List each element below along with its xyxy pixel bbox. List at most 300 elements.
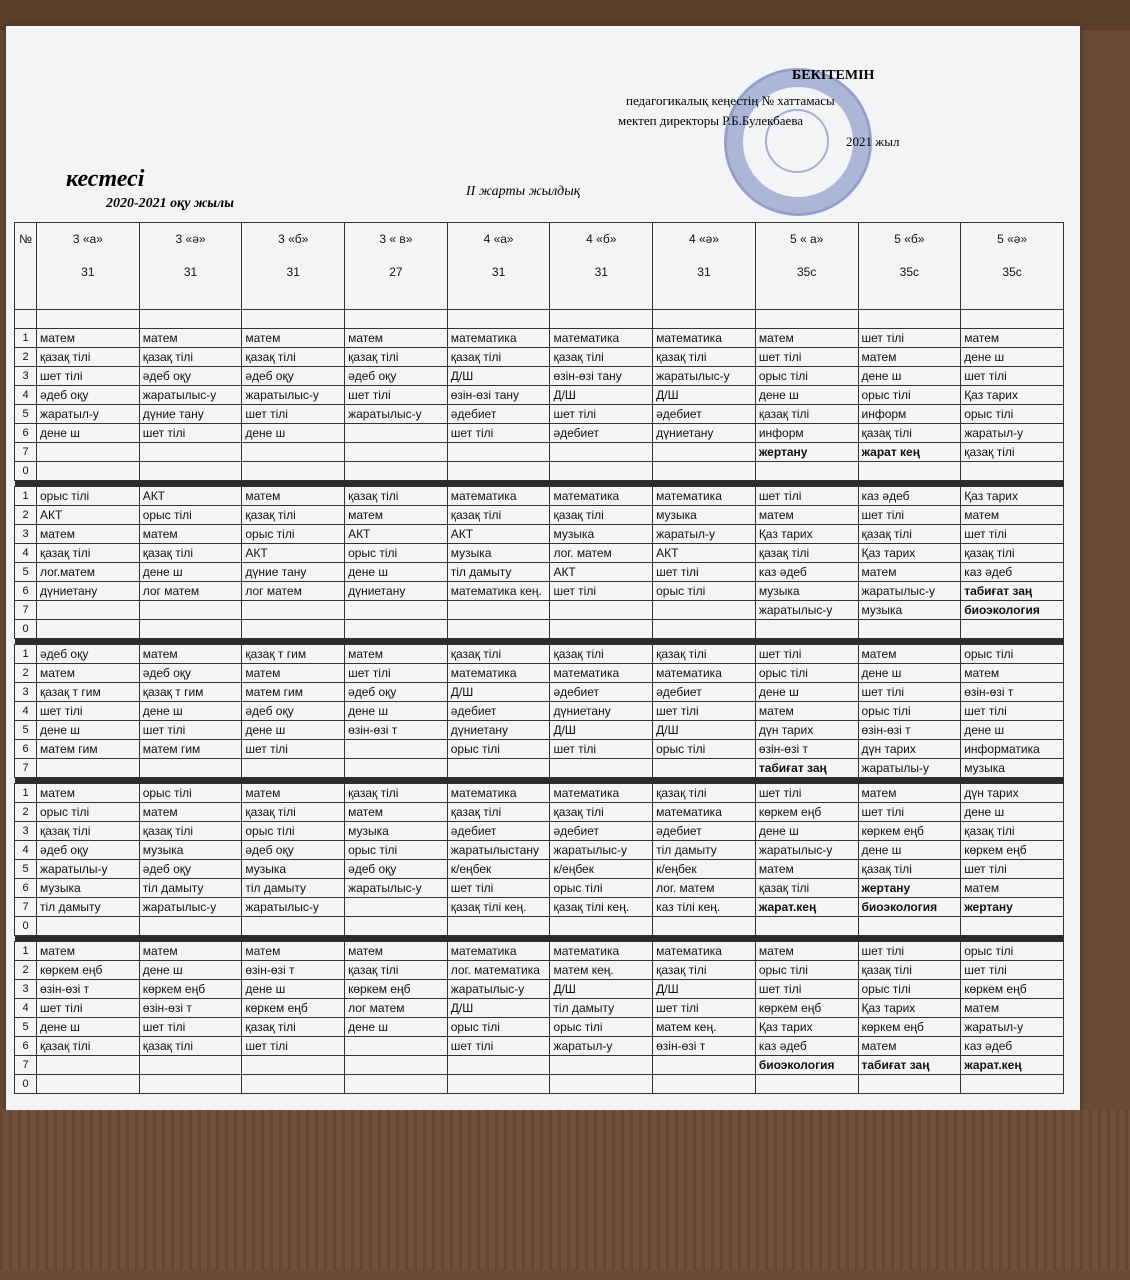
- subject-cell: математика: [653, 942, 756, 961]
- lesson-number: 7: [15, 601, 37, 620]
- subject-cell: математика: [550, 487, 653, 506]
- subject-cell: қазақ тілі: [653, 961, 756, 980]
- subject-cell: орыс тілі: [242, 822, 345, 841]
- subject-cell: қазақ тілі: [37, 1037, 140, 1056]
- table-row: [15, 329, 1064, 348]
- subject-cell: матем: [242, 329, 345, 348]
- subject-cell: шет тілі: [550, 740, 653, 759]
- subject-cell: жертану: [961, 898, 1064, 917]
- subject-cell: [345, 740, 448, 759]
- subject-cell: [345, 1056, 448, 1075]
- subject-cell: музыка: [345, 822, 448, 841]
- table-row: [15, 1037, 1064, 1056]
- subject-cell: [550, 1056, 653, 1075]
- subject-cell: матем: [37, 525, 140, 544]
- subject-cell: [447, 1056, 550, 1075]
- table-row: [15, 917, 1064, 936]
- subject-cell: дене ш: [139, 702, 242, 721]
- subject-cell: матем кең.: [550, 961, 653, 980]
- column-header-class: [139, 223, 242, 310]
- subject-cell: тіл дамыту: [139, 879, 242, 898]
- table-row: [15, 841, 1064, 860]
- subject-cell: [139, 759, 242, 778]
- subject-cell: әдебиет: [447, 405, 550, 424]
- subject-cell: жаратылыс-у: [653, 367, 756, 386]
- subject-cell: [755, 620, 858, 639]
- subject-cell: өзін-өзі т: [242, 961, 345, 980]
- subject-cell: математика: [653, 803, 756, 822]
- subject-cell: дүн тарих: [755, 721, 858, 740]
- lesson-number: 7: [15, 759, 37, 778]
- subject-cell: дүниетану: [550, 702, 653, 721]
- subject-cell: өзін-өзі тану: [447, 386, 550, 405]
- subject-cell: өзін-өзі т: [37, 980, 140, 999]
- subject-cell: жаратыл-у: [961, 424, 1064, 443]
- table-row: [15, 645, 1064, 664]
- subject-cell: шет тілі: [242, 1037, 345, 1056]
- column-header-class: [858, 223, 961, 310]
- subject-cell: [345, 1037, 448, 1056]
- approval-year: 2021 жыл: [846, 134, 900, 149]
- subject-cell: өзін-өзі т: [858, 721, 961, 740]
- subject-cell: [345, 759, 448, 778]
- subject-cell: дүние тану: [242, 563, 345, 582]
- subject-cell: музыка: [755, 582, 858, 601]
- lesson-number: 5: [15, 721, 37, 740]
- lesson-number: 1: [15, 329, 37, 348]
- subject-cell: математика: [653, 487, 756, 506]
- subject-cell: жаратылыс-у: [242, 898, 345, 917]
- subject-cell: [345, 443, 448, 462]
- subject-cell: [961, 620, 1064, 639]
- subject-cell: қазақ тілі: [345, 961, 448, 980]
- table-row: [15, 506, 1064, 525]
- subject-cell: Қаз тарих: [858, 999, 961, 1018]
- subject-cell: тіл дамыту: [447, 563, 550, 582]
- subject-cell: шет тілі: [755, 348, 858, 367]
- director-line: мектеп директоры Р.Б.Булекбаева: [618, 113, 804, 128]
- subject-cell: шет тілі: [447, 1037, 550, 1056]
- lesson-number: 5: [15, 405, 37, 424]
- lesson-number: 3: [15, 525, 37, 544]
- subject-cell: матем: [139, 942, 242, 961]
- table-row: [15, 601, 1064, 620]
- subject-cell: матем: [345, 645, 448, 664]
- lesson-number: 7: [15, 898, 37, 917]
- subject-cell: [345, 424, 448, 443]
- subject-cell: матем: [755, 942, 858, 961]
- subject-cell: [653, 759, 756, 778]
- subject-cell: көркем еңб: [139, 980, 242, 999]
- subject-cell: математика: [550, 942, 653, 961]
- lesson-number: 1: [15, 784, 37, 803]
- subject-cell: шет тілі: [755, 980, 858, 999]
- column-header-class: [550, 223, 653, 310]
- lesson-number: 4: [15, 702, 37, 721]
- schedule-table: [14, 222, 1064, 1094]
- subject-cell: лог. матем: [653, 879, 756, 898]
- subject-cell: көркем еңб: [345, 980, 448, 999]
- subject-cell: әдеб оқу: [242, 841, 345, 860]
- subject-cell: [242, 1075, 345, 1094]
- subject-cell: қазақ тілі: [447, 645, 550, 664]
- subject-cell: матем гим: [37, 740, 140, 759]
- subject-cell: каз әдеб: [858, 487, 961, 506]
- subject-cell: Д/Ш: [653, 721, 756, 740]
- subject-cell: матем: [345, 506, 448, 525]
- subject-cell: [242, 759, 345, 778]
- subject-cell: лог матем: [242, 582, 345, 601]
- subject-cell: қазақ тілі: [345, 348, 448, 367]
- subject-cell: биоэкология: [858, 898, 961, 917]
- subject-cell: [961, 1075, 1064, 1094]
- subject-cell: к/еңбек: [550, 860, 653, 879]
- lesson-number: 5: [15, 860, 37, 879]
- subject-cell: матем: [755, 702, 858, 721]
- subject-cell: Д/Ш: [447, 367, 550, 386]
- lesson-number: 5: [15, 563, 37, 582]
- subject-cell: жаратылыс-у: [345, 879, 448, 898]
- subject-cell: [653, 443, 756, 462]
- subject-cell: әдеб оқу: [139, 367, 242, 386]
- subject-cell: математика: [447, 664, 550, 683]
- subject-cell: жаратылыс-у: [242, 386, 345, 405]
- subject-cell: жертану: [858, 879, 961, 898]
- subject-cell: дене ш: [345, 563, 448, 582]
- table-row: [15, 620, 1064, 639]
- table-row: [15, 942, 1064, 961]
- subject-cell: матем: [961, 664, 1064, 683]
- subject-cell: [755, 1075, 858, 1094]
- table-row: [15, 999, 1064, 1018]
- class-name: 5 «б»: [894, 232, 925, 246]
- subject-cell: орыс тілі: [37, 803, 140, 822]
- lesson-number: 6: [15, 582, 37, 601]
- lesson-number: 2: [15, 961, 37, 980]
- subject-cell: орыс тілі: [345, 841, 448, 860]
- subject-cell: каз әдеб: [755, 563, 858, 582]
- subject-cell: әдеб оқу: [345, 860, 448, 879]
- table-row: [15, 721, 1064, 740]
- lesson-number: 3: [15, 822, 37, 841]
- subject-cell: [37, 443, 140, 462]
- desk-background-bottom: [0, 1110, 1130, 1280]
- subject-cell: [858, 462, 961, 481]
- table-row: [15, 544, 1064, 563]
- subject-cell: қазақ тілі: [242, 803, 345, 822]
- subject-cell: матем: [858, 645, 961, 664]
- subject-cell: қазақ т гим: [37, 683, 140, 702]
- subject-cell: дүниетану: [345, 582, 448, 601]
- subject-cell: дене ш: [755, 386, 858, 405]
- subject-cell: әдебиет: [447, 822, 550, 841]
- subject-cell: Қаз тарих: [961, 487, 1064, 506]
- subject-cell: дүниетану: [653, 424, 756, 443]
- subject-cell: тіл дамыту: [242, 879, 345, 898]
- subject-cell: қазақ тілі: [242, 1018, 345, 1037]
- table-row: [15, 740, 1064, 759]
- subject-cell: шет тілі: [961, 860, 1064, 879]
- subject-cell: шет тілі: [550, 582, 653, 601]
- subject-cell: қазақ тілі: [550, 348, 653, 367]
- subject-cell: қазақ тілі: [550, 506, 653, 525]
- subject-cell: матем: [242, 784, 345, 803]
- subject-cell: дене ш: [961, 721, 1064, 740]
- subject-cell: музыка: [550, 525, 653, 544]
- subject-cell: шет тілі: [961, 702, 1064, 721]
- subject-cell: қазақ тілі: [961, 544, 1064, 563]
- subject-cell: шет тілі: [139, 721, 242, 740]
- lesson-number: 0: [15, 462, 37, 481]
- subject-cell: [345, 917, 448, 936]
- subject-cell: [550, 759, 653, 778]
- lesson-number: [15, 310, 37, 329]
- class-room: 35с: [796, 265, 817, 279]
- subject-cell: шет тілі: [447, 424, 550, 443]
- subject-cell: матем: [139, 525, 242, 544]
- subject-cell: дүниетану: [447, 721, 550, 740]
- subject-cell: матем: [755, 860, 858, 879]
- subject-cell: [242, 917, 345, 936]
- subject-cell: [653, 462, 756, 481]
- subject-cell: [447, 1075, 550, 1094]
- subject-cell: матем: [139, 803, 242, 822]
- subject-cell: АКТ: [139, 487, 242, 506]
- lesson-number: 4: [15, 841, 37, 860]
- subject-cell: Қаз тарих: [858, 544, 961, 563]
- subject-cell: дене ш: [242, 424, 345, 443]
- subject-cell: әдебиет: [447, 702, 550, 721]
- subject-cell: дене ш: [37, 1018, 140, 1037]
- subject-cell: [858, 1075, 961, 1094]
- subject-cell: [550, 462, 653, 481]
- subject-cell: матем: [858, 784, 961, 803]
- lesson-number: 0: [15, 620, 37, 639]
- lesson-number: 2: [15, 506, 37, 525]
- subject-cell: музыка: [139, 841, 242, 860]
- subject-cell: әдеб оқу: [345, 367, 448, 386]
- subject-cell: жаратылыс-у: [447, 980, 550, 999]
- schedule-body: [15, 310, 1064, 1094]
- class-name: 3 «б»: [278, 232, 309, 246]
- subject-cell: әдеб оқу: [242, 367, 345, 386]
- table-row: [15, 462, 1064, 481]
- subject-cell: орыс тілі: [755, 664, 858, 683]
- subject-cell: дене ш: [858, 664, 961, 683]
- subject-cell: жаратылыс-у: [755, 601, 858, 620]
- subject-cell: жертану: [755, 443, 858, 462]
- subject-cell: [858, 310, 961, 329]
- subject-cell: музыка: [961, 759, 1064, 778]
- subject-cell: музыка: [242, 860, 345, 879]
- subject-cell: жаратылыс-у: [139, 386, 242, 405]
- approval-heading: БЕКІТЕМІН: [792, 68, 875, 83]
- subject-cell: көркем еңб: [242, 999, 345, 1018]
- table-row: [15, 525, 1064, 544]
- subject-cell: музыка: [858, 601, 961, 620]
- subject-cell: қазақ тілі: [139, 822, 242, 841]
- subject-cell: шет тілі: [755, 784, 858, 803]
- subject-cell: [447, 462, 550, 481]
- subject-cell: шет тілі: [345, 664, 448, 683]
- subject-cell: жаратылыс-у: [139, 898, 242, 917]
- lesson-number: 1: [15, 942, 37, 961]
- table-row: [15, 980, 1064, 999]
- subject-cell: матем гим: [139, 740, 242, 759]
- subject-cell: [345, 1075, 448, 1094]
- column-header-class: [755, 223, 858, 310]
- subject-cell: [242, 620, 345, 639]
- subject-cell: қазақ тілі: [755, 544, 858, 563]
- subject-cell: жаратылы-у: [858, 759, 961, 778]
- subject-cell: дене ш: [755, 822, 858, 841]
- subject-cell: қазақ тілі: [447, 348, 550, 367]
- subject-cell: дене ш: [139, 563, 242, 582]
- table-row: [15, 405, 1064, 424]
- subject-cell: [242, 601, 345, 620]
- subject-cell: [447, 917, 550, 936]
- class-room: 31: [183, 265, 198, 279]
- subject-cell: шет тілі: [653, 702, 756, 721]
- subject-cell: [961, 310, 1064, 329]
- subject-cell: көркем еңб: [755, 999, 858, 1018]
- subject-cell: шет тілі: [858, 683, 961, 702]
- subject-cell: Д/Ш: [550, 386, 653, 405]
- subject-cell: матем: [345, 329, 448, 348]
- subject-cell: каз әдеб: [961, 563, 1064, 582]
- subject-cell: орыс тілі: [858, 386, 961, 405]
- subject-cell: қазақ тілі: [345, 784, 448, 803]
- class-room: 31: [491, 265, 506, 279]
- subject-cell: Д/Ш: [653, 386, 756, 405]
- subject-cell: матем: [37, 784, 140, 803]
- subject-cell: дене ш: [961, 803, 1064, 822]
- subject-cell: қазақ тілі: [653, 784, 756, 803]
- class-room: 27: [389, 265, 403, 279]
- table-row: [15, 386, 1064, 405]
- class-room: 35с: [899, 265, 920, 279]
- subject-cell: дүние тану: [139, 405, 242, 424]
- subject-cell: жаратылыс-у: [755, 841, 858, 860]
- subject-cell: өзін-өзі т: [345, 721, 448, 740]
- subject-cell: [139, 1056, 242, 1075]
- subject-cell: қазақ тілі: [858, 424, 961, 443]
- lesson-number: 2: [15, 664, 37, 683]
- subject-cell: математика: [653, 664, 756, 683]
- lesson-number: 6: [15, 879, 37, 898]
- subject-cell: орыс тілі: [550, 879, 653, 898]
- subject-cell: тіл дамыту: [37, 898, 140, 917]
- subject-cell: матем: [961, 879, 1064, 898]
- table-row: [15, 803, 1064, 822]
- subject-cell: көркем еңб: [961, 841, 1064, 860]
- class-name: 4 «б»: [586, 232, 617, 246]
- table-row: [15, 487, 1064, 506]
- table-row: [15, 424, 1064, 443]
- subject-cell: жарат.кең: [755, 898, 858, 917]
- subject-cell: қазақ тілі: [242, 506, 345, 525]
- subject-cell: шет тілі: [37, 999, 140, 1018]
- subject-cell: шет тілі: [858, 329, 961, 348]
- subject-cell: АКТ: [345, 525, 448, 544]
- table-row: [15, 784, 1064, 803]
- subject-cell: матем: [242, 664, 345, 683]
- subject-cell: әдеб оқу: [139, 664, 242, 683]
- subject-cell: [139, 917, 242, 936]
- subject-cell: [550, 443, 653, 462]
- subject-cell: жаратыл-у: [653, 525, 756, 544]
- subject-cell: қазақ тілі: [37, 348, 140, 367]
- subject-cell: табиғат заң: [961, 582, 1064, 601]
- class-name: 4 «ә»: [688, 232, 719, 246]
- lesson-number: 4: [15, 386, 37, 405]
- subject-cell: жаратылы-у: [37, 860, 140, 879]
- subject-cell: шет тілі: [755, 487, 858, 506]
- subject-cell: [550, 1075, 653, 1094]
- subject-cell: дүниетану: [37, 582, 140, 601]
- subject-cell: қазақ тілі: [961, 443, 1064, 462]
- subject-cell: лог матем: [139, 582, 242, 601]
- subject-cell: информ: [858, 405, 961, 424]
- subject-cell: шет тілі: [345, 386, 448, 405]
- subject-cell: орыс тілі: [961, 645, 1064, 664]
- subject-cell: Д/Ш: [447, 999, 550, 1018]
- subject-cell: шет тілі: [653, 999, 756, 1018]
- subject-cell: қазақ тілі: [447, 803, 550, 822]
- table-row: [15, 683, 1064, 702]
- subject-cell: орыс тілі: [858, 702, 961, 721]
- table-row: [15, 702, 1064, 721]
- subject-cell: қазақ тілі: [37, 544, 140, 563]
- subject-cell: [37, 620, 140, 639]
- subject-cell: [653, 1056, 756, 1075]
- subject-cell: математика: [447, 784, 550, 803]
- column-header-class: [242, 223, 345, 310]
- subject-cell: математика: [447, 329, 550, 348]
- subject-cell: биоэкология: [755, 1056, 858, 1075]
- subject-cell: дене ш: [242, 721, 345, 740]
- subject-cell: орыс тілі: [139, 784, 242, 803]
- subject-cell: орыс тілі: [550, 1018, 653, 1037]
- subject-cell: матем: [858, 348, 961, 367]
- class-name: 3 «ә»: [175, 232, 206, 246]
- table-row: [15, 860, 1064, 879]
- subject-cell: көркем еңб: [858, 1018, 961, 1037]
- subject-cell: математика: [550, 664, 653, 683]
- table-row: [15, 348, 1064, 367]
- council-protocol-line: педагогикалық кеңестің № хаттамасы: [626, 93, 835, 108]
- academic-year: 2020-2021 оқу жылы: [106, 196, 234, 211]
- subject-cell: табиғат заң: [858, 1056, 961, 1075]
- column-header-class: [447, 223, 550, 310]
- subject-cell: математика: [447, 942, 550, 961]
- subject-cell: [37, 759, 140, 778]
- subject-cell: орыс тілі: [858, 980, 961, 999]
- subject-cell: [447, 601, 550, 620]
- lesson-number: 7: [15, 443, 37, 462]
- subject-cell: лог. математика: [447, 961, 550, 980]
- subject-cell: [345, 310, 448, 329]
- lesson-number: 5: [15, 1018, 37, 1037]
- subject-cell: қазақ тілі: [139, 1037, 242, 1056]
- lesson-number: 2: [15, 348, 37, 367]
- subject-cell: шет тілі: [139, 1018, 242, 1037]
- class-room: 31: [81, 265, 95, 279]
- lesson-number: 6: [15, 1037, 37, 1056]
- subject-cell: [653, 601, 756, 620]
- subject-cell: қазақ тілі кең.: [550, 898, 653, 917]
- subject-cell: [447, 620, 550, 639]
